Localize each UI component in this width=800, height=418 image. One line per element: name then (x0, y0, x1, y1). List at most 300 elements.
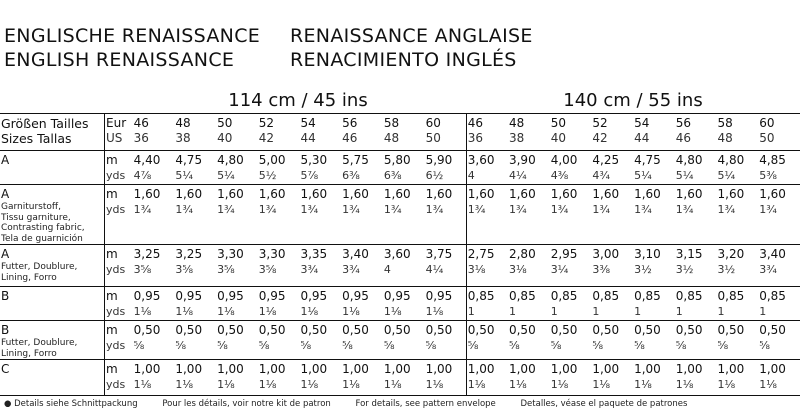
us-size: 40 (550, 131, 566, 145)
unit-m: m (106, 289, 118, 303)
amount-cell (341, 151, 383, 185)
amount-yards: 1⅛ (258, 305, 277, 318)
view-letter: A (1, 153, 10, 167)
amount-yards: 1⅛ (300, 305, 319, 318)
amount-meters: 1,60 (425, 187, 453, 201)
amount-yards: 6⅜ (383, 169, 402, 182)
amount-yards: 4¼ (508, 169, 527, 182)
amount-cell (758, 321, 800, 360)
us-size: 50 (759, 131, 775, 145)
amount-meters: 0,50 (175, 323, 203, 337)
amount-yards: ⅝ (550, 339, 562, 352)
amount-meters: 1,00 (592, 362, 620, 376)
amount-cell (133, 360, 175, 396)
yardage-table (0, 113, 800, 396)
size-cell (550, 114, 592, 151)
size-cell (383, 114, 425, 151)
amount-meters: 2,80 (508, 247, 536, 261)
title-spanish: RENACIMIENTO INGLÉS (290, 49, 517, 71)
amount-cell (675, 185, 717, 245)
amount-meters: 1,60 (467, 187, 495, 201)
amount-yards: 3⅝ (133, 263, 152, 276)
amount-meters: 3,40 (759, 247, 786, 261)
amount-cell (216, 287, 258, 321)
eur-size: 50 (550, 116, 566, 130)
fabric-row (0, 287, 800, 321)
eur-size: 52 (592, 116, 608, 130)
amount-yards: 1⅛ (508, 378, 527, 391)
title-line-2 (4, 48, 533, 72)
amount-meters: 5,30 (300, 153, 328, 167)
us-label: US (106, 131, 123, 145)
amount-cell (341, 185, 383, 245)
amount-yards: 1¾ (425, 203, 444, 216)
amount-cell (675, 245, 717, 287)
amount-meters: 1,00 (675, 362, 703, 376)
amount-yards: 1⅛ (383, 305, 402, 318)
amount-yards: 5¼ (717, 169, 736, 182)
unit-m: m (106, 187, 118, 201)
size-cell (717, 114, 759, 151)
amount-yards: 1⅛ (634, 378, 652, 391)
us-size: 46 (342, 131, 358, 145)
amount-meters: 0,50 (759, 323, 786, 337)
amount-cell (758, 185, 800, 245)
amount-meters: 1,60 (258, 187, 286, 201)
amount-yards: 1¾ (175, 203, 194, 216)
title-german: ENGLISCHE RENAISSANCE (4, 25, 261, 47)
view-letter: A (1, 247, 10, 261)
amount-cell (174, 287, 216, 321)
amount-cell (717, 321, 759, 360)
amount-meters: 3,40 (342, 247, 369, 261)
footer-note-es: Detalles, véase el paquete de patrones (520, 399, 688, 409)
amount-meters: 1,60 (675, 187, 703, 201)
amount-meters: 4,80 (675, 153, 703, 167)
amount-meters: 1,00 (175, 362, 203, 376)
amount-meters: 1,00 (759, 362, 786, 376)
eur-size: 50 (217, 116, 233, 130)
amount-cell (633, 287, 675, 321)
amount-meters: 1,60 (217, 187, 244, 201)
amount-yards: 3⅝ (217, 263, 235, 276)
unit-yds: yds (106, 305, 126, 318)
amount-yards: 4¾ (592, 169, 611, 182)
eur-size: 48 (175, 116, 191, 130)
unit-cell (105, 321, 133, 360)
amount-cell (758, 360, 800, 396)
amount-yards: 1 (634, 305, 642, 318)
amount-yards: 3⅝ (175, 263, 194, 276)
amount-yards: ⅝ (759, 339, 770, 352)
amount-yards: ⅝ (675, 339, 687, 352)
amount-cell (174, 245, 216, 287)
amount-cell (425, 245, 467, 287)
amount-cell (717, 185, 759, 245)
amount-meters: 0,50 (592, 323, 620, 337)
amount-meters: 0,50 (258, 323, 286, 337)
amount-meters: 1,60 (342, 187, 369, 201)
size-cell (216, 114, 258, 151)
amount-cell (633, 185, 675, 245)
amount-yards: 3¾ (300, 263, 319, 276)
unit-yds: yds (106, 203, 126, 216)
amount-meters: 2,75 (467, 247, 495, 261)
amount-cell (174, 321, 216, 360)
eur-size: 56 (675, 116, 692, 130)
us-size: 46 (675, 131, 692, 145)
amount-meters: 1,00 (550, 362, 578, 376)
amount-cell (174, 185, 216, 245)
amount-yards: 1¾ (258, 203, 277, 216)
amount-yards: 3⅝ (258, 263, 277, 276)
amount-cell (633, 151, 675, 185)
amount-cell (258, 151, 300, 185)
amount-meters: 0,95 (133, 289, 161, 303)
amount-meters: 0,50 (425, 323, 453, 337)
amount-yards: 4¼ (425, 263, 444, 276)
unit-cell (105, 151, 133, 185)
amount-yards: ⅝ (508, 339, 520, 352)
amount-yards: 1 (508, 305, 516, 318)
amount-yards: 4 (467, 169, 475, 182)
amount-cell (299, 245, 341, 287)
amount-meters: 1,00 (300, 362, 328, 376)
footer-notes (4, 399, 709, 409)
size-cell (299, 114, 341, 151)
amount-cell (758, 151, 800, 185)
us-size: 38 (175, 131, 191, 145)
amount-cell (216, 245, 258, 287)
fabric-label-cell (0, 245, 105, 287)
amount-cell (508, 360, 550, 396)
amount-meters: 4,80 (217, 153, 244, 167)
amount-meters: 0,85 (759, 289, 786, 303)
amount-meters: 4,25 (592, 153, 620, 167)
amount-cell (508, 185, 550, 245)
amount-cell (341, 245, 383, 287)
amount-meters: 0,85 (634, 289, 661, 303)
us-size: 42 (258, 131, 275, 145)
unit-m: m (106, 247, 118, 261)
fabric-width-114: 114 cm / 45 ins (228, 90, 368, 111)
unit-yds: yds (106, 378, 126, 391)
size-cell (508, 114, 550, 151)
title-french: RENAISSANCE ANGLAISE (290, 25, 533, 47)
fabric-row (0, 185, 800, 245)
amount-meters: 5,75 (342, 153, 369, 167)
amount-yards: 1¾ (217, 203, 235, 216)
amount-cell (675, 287, 717, 321)
fabric-label-cell (0, 360, 105, 396)
amount-cell (466, 321, 508, 360)
amount-meters: 3,25 (133, 247, 161, 261)
amount-cell (466, 360, 508, 396)
amount-yards: 3⅛ (467, 263, 486, 276)
amount-cell (508, 151, 550, 185)
eur-size: 52 (258, 116, 275, 130)
amount-cell (591, 287, 633, 321)
amount-yards: 4 (383, 263, 391, 276)
unit-cell (105, 245, 133, 287)
amount-yards: 1⅛ (592, 378, 611, 391)
amount-yards: 1⅛ (425, 378, 444, 391)
amount-cell (466, 185, 508, 245)
view-letter: A (1, 187, 10, 201)
amount-meters: 0,50 (383, 323, 411, 337)
amount-cell (299, 321, 341, 360)
amount-meters: 3,35 (300, 247, 328, 261)
amount-meters: 4,80 (717, 153, 745, 167)
amount-yards: 5¼ (675, 169, 694, 182)
fabric-row (0, 321, 800, 360)
amount-meters: 0,50 (550, 323, 578, 337)
amount-cell (133, 151, 175, 185)
amount-cell (508, 245, 550, 287)
amount-yards: 1¾ (508, 203, 527, 216)
eur-size: 46 (133, 116, 149, 130)
amount-cell (383, 360, 425, 396)
amount-yards: 1 (550, 305, 558, 318)
amount-yards: 1⅛ (258, 378, 277, 391)
amount-cell (466, 245, 508, 287)
amount-meters: 1,00 (508, 362, 536, 376)
amount-meters: 1,60 (133, 187, 161, 201)
us-size: 50 (425, 131, 441, 145)
amount-cell (466, 151, 508, 185)
amount-yards: 6½ (425, 169, 444, 182)
fabric-width-headings (0, 90, 800, 114)
amount-yards: 3½ (675, 263, 694, 276)
amount-yards: ⅝ (258, 339, 270, 352)
amount-yards: 1¾ (592, 203, 611, 216)
amount-yards: ⅝ (592, 339, 604, 352)
amount-yards: 1⅛ (383, 378, 402, 391)
amount-yards: 3⅛ (508, 263, 527, 276)
amount-meters: 1,60 (634, 187, 661, 201)
amount-yards: 6⅜ (342, 169, 360, 182)
amount-meters: 0,50 (467, 323, 495, 337)
amount-cell (174, 151, 216, 185)
amount-cell (717, 287, 759, 321)
amount-yards: 1¾ (717, 203, 736, 216)
amount-yards: 1¾ (467, 203, 486, 216)
amount-cell (633, 360, 675, 396)
amount-cell (383, 287, 425, 321)
amount-meters: 4,75 (175, 153, 203, 167)
amount-yards: ⅝ (383, 339, 395, 352)
amount-yards: ⅝ (467, 339, 479, 352)
amount-meters: 1,60 (592, 187, 620, 201)
amount-cell (258, 245, 300, 287)
unit-yds: yds (106, 339, 126, 352)
view-letter: B (1, 323, 10, 337)
eur-size: 56 (342, 116, 358, 130)
amount-cell (341, 360, 383, 396)
amount-yards: 1⅛ (342, 305, 360, 318)
amount-meters: 4,75 (634, 153, 661, 167)
us-size: 42 (592, 131, 608, 145)
size-cell (133, 114, 175, 151)
amount-meters: 1,60 (550, 187, 578, 201)
amount-cell (299, 287, 341, 321)
amount-cell (675, 151, 717, 185)
amount-meters: 3,60 (467, 153, 495, 167)
amount-cell (174, 360, 216, 396)
amount-cell (258, 185, 300, 245)
amount-yards: 1¾ (675, 203, 694, 216)
eur-size: 58 (383, 116, 400, 130)
unit-yds: yds (106, 263, 126, 276)
amount-meters: 3,15 (675, 247, 703, 261)
amount-cell (508, 321, 550, 360)
amount-meters: 1,00 (133, 362, 161, 376)
amount-yards: 5¼ (634, 169, 652, 182)
amount-cell (258, 321, 300, 360)
title-line-1 (4, 24, 533, 48)
amount-cell (591, 321, 633, 360)
amount-yards: 1¾ (133, 203, 152, 216)
amount-meters: 0,85 (467, 289, 495, 303)
amount-cell (591, 245, 633, 287)
amount-cell (341, 287, 383, 321)
amount-yards: 1⅛ (300, 378, 319, 391)
amount-yards: 3½ (634, 263, 652, 276)
size-label-cell (0, 114, 105, 151)
amount-yards: 5¼ (175, 169, 194, 182)
amount-cell (466, 287, 508, 321)
fabric-label-cell (0, 185, 105, 245)
amount-meters: 0,50 (675, 323, 703, 337)
size-cell (341, 114, 383, 151)
amount-meters: 1,00 (342, 362, 369, 376)
amount-yards: 1¾ (342, 203, 360, 216)
amount-yards: 1¾ (550, 203, 569, 216)
unit-m: m (106, 362, 118, 376)
fabric-width-140: 140 cm / 55 ins (563, 90, 703, 111)
amount-yards: 1 (759, 305, 767, 318)
size-cell (258, 114, 300, 151)
eur-label: Eur (106, 116, 127, 130)
amount-meters: 1,60 (508, 187, 536, 201)
fabric-row (0, 245, 800, 287)
amount-yards: ⅝ (133, 339, 145, 352)
amount-yards: 5⅞ (300, 169, 319, 182)
amount-meters: 0,85 (675, 289, 703, 303)
amount-cell (591, 151, 633, 185)
amount-yards: 3½ (717, 263, 736, 276)
amount-meters: 5,80 (383, 153, 411, 167)
amount-meters: 1,00 (425, 362, 453, 376)
amount-cell (216, 360, 258, 396)
amount-cell (425, 185, 467, 245)
fabric-description: Contrasting fabric, (1, 223, 85, 233)
amount-meters: 1,60 (175, 187, 203, 201)
us-size: 48 (383, 131, 400, 145)
us-size: 44 (634, 131, 650, 145)
unit-m: m (106, 153, 118, 167)
unit-cell (105, 185, 133, 245)
amount-yards: 1⅛ (550, 378, 569, 391)
amount-yards: 1⅛ (175, 305, 194, 318)
title-block (4, 24, 533, 72)
amount-yards: 5¼ (217, 169, 235, 182)
amount-cell (216, 185, 258, 245)
eur-size: 58 (717, 116, 733, 130)
amount-cell (591, 185, 633, 245)
amount-meters: 0,95 (217, 289, 244, 303)
amount-yards: 1⅛ (425, 305, 444, 318)
amount-meters: 0,50 (300, 323, 328, 337)
amount-yards: ⅝ (342, 339, 353, 352)
fabric-row (0, 360, 800, 396)
size-cell (633, 114, 675, 151)
amount-meters: 1,60 (300, 187, 328, 201)
amount-cell (425, 321, 467, 360)
fabric-label-cell (0, 321, 105, 360)
amount-yards: 1⅛ (675, 378, 694, 391)
amount-yards: 1⅛ (467, 378, 486, 391)
amount-yards: 1 (467, 305, 475, 318)
amount-yards: 1⅛ (217, 305, 235, 318)
amount-yards: 1¾ (759, 203, 777, 216)
amount-cell (133, 185, 175, 245)
amount-meters: 3,30 (217, 247, 244, 261)
amount-cell (216, 151, 258, 185)
amount-yards: 1⅛ (133, 305, 152, 318)
amount-meters: 1,00 (383, 362, 411, 376)
amount-yards: ⅝ (634, 339, 645, 352)
unit-cell (105, 360, 133, 396)
amount-meters: 0,95 (342, 289, 369, 303)
amount-meters: 0,50 (634, 323, 661, 337)
amount-cell (550, 287, 592, 321)
amount-meters: 0,85 (550, 289, 578, 303)
amount-meters: 4,00 (550, 153, 578, 167)
amount-meters: 1,60 (717, 187, 745, 201)
amount-meters: 5,00 (258, 153, 286, 167)
amount-cell (383, 185, 425, 245)
amount-cell (383, 245, 425, 287)
amount-cell (258, 287, 300, 321)
amount-meters: 3,20 (717, 247, 745, 261)
amount-meters: 1,00 (258, 362, 286, 376)
unit-cell (105, 287, 133, 321)
amount-cell (133, 321, 175, 360)
amount-cell (299, 151, 341, 185)
amount-meters: 1,00 (217, 362, 244, 376)
amount-cell (633, 245, 675, 287)
amount-meters: 0,95 (383, 289, 411, 303)
amount-cell (383, 321, 425, 360)
amount-meters: 4,40 (133, 153, 161, 167)
amount-meters: 0,50 (508, 323, 536, 337)
amount-yards: ⅝ (425, 339, 437, 352)
footer-note-de: ● Details siehe Schnittpackung (4, 399, 138, 409)
size-label-en-es: Sizes Tallas (1, 131, 72, 146)
us-size: 38 (508, 131, 525, 145)
amount-cell (717, 151, 759, 185)
fabric-label-cell (0, 151, 105, 185)
amount-cell (758, 287, 800, 321)
amount-cell (425, 287, 467, 321)
amount-yards: 1⅛ (217, 378, 235, 391)
us-size: 36 (467, 131, 484, 145)
amount-yards: 3¼ (550, 263, 569, 276)
amount-cell (341, 321, 383, 360)
size-cell (425, 114, 467, 151)
size-header-row (0, 114, 800, 151)
